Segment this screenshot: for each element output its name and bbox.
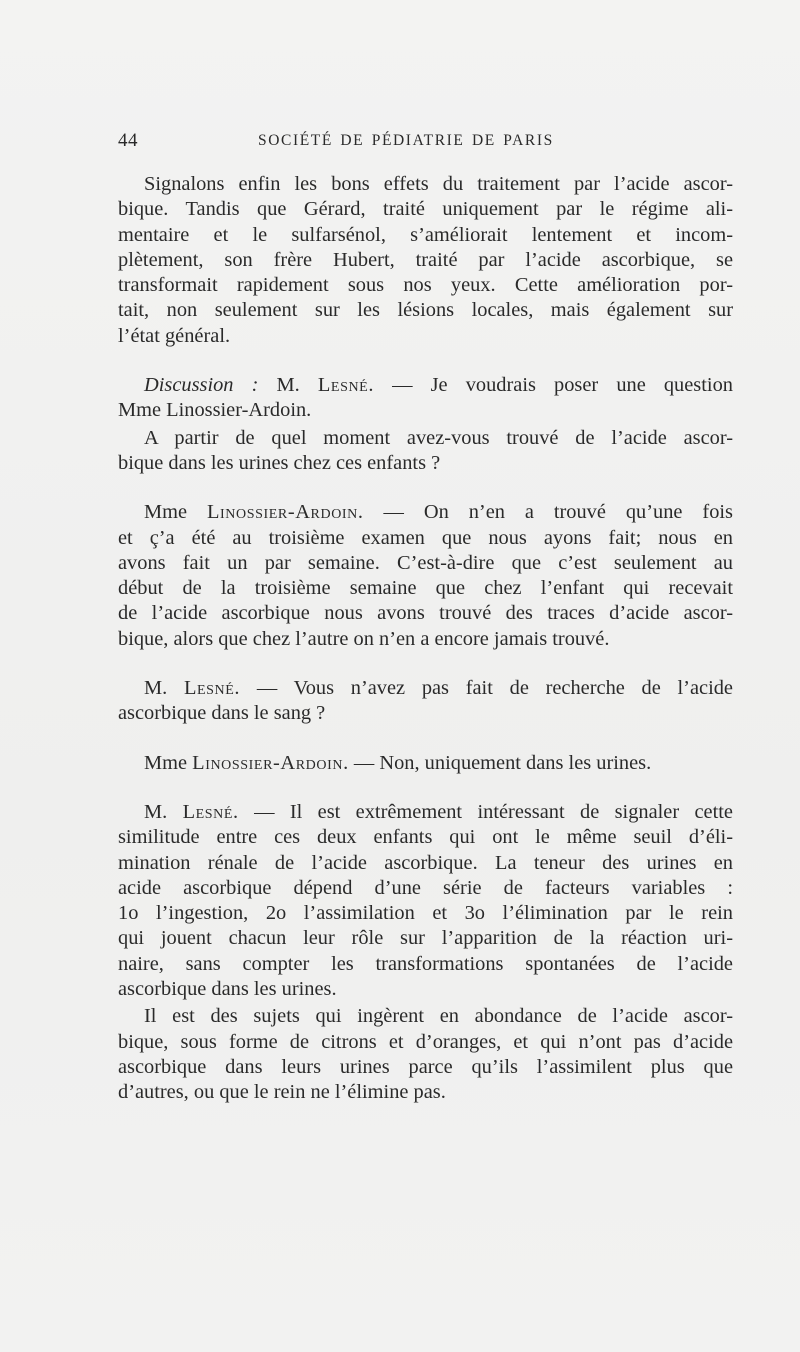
dash: — (254, 800, 275, 823)
speaker-name: Lesné. (317, 374, 375, 397)
text-fragment: Vous n’avez pas fait de recherche de l’acide (293, 677, 733, 700)
text-line: d’autres, ou que le rein ne l’élimine pas. (118, 1081, 446, 1104)
text-line: transformait rapidement sous nos yeux. Cette amélioration por- (118, 274, 733, 297)
text-line: plètement, son frère Hubert, traité par l’acide ascorbique, se (118, 248, 733, 271)
text-line (118, 751, 733, 776)
paragraph-lesne-remarks (118, 800, 733, 1002)
text-line: bique, sous forme de citrons et d’oranges, et qui n’ont pas d’acide (118, 1030, 733, 1053)
paragraph-question (118, 426, 733, 477)
paragraph-linossier-reply (118, 751, 733, 776)
body-text (118, 172, 733, 1106)
paragraph-answer-linossier (118, 500, 733, 652)
text-line: tait, non seulement sur les lésions locales, mais également sur (118, 299, 733, 322)
dash: — (383, 501, 404, 524)
text-line: bique dans les urines chez ces enfants ? (118, 451, 441, 474)
text-fragment: Il est extrêmement intéressant de signaler cette (289, 800, 733, 823)
text-line: début de la troisième semaine que chez l’enfant qui recevait (118, 577, 733, 600)
dash: — (353, 751, 375, 774)
text-line: qui jouent chacun leur rôle sur l’apparition de la réaction uri- (118, 927, 733, 950)
text-line: bique, alors que chez l’autre on n’en a encore jamais trouvé. (118, 627, 610, 650)
speaker-prefix: M. (144, 800, 168, 823)
text-line: Signalons enfin les bons effets du traitement par l’acide ascor- (144, 173, 733, 195)
text-line: 1o l’ingestion, 2o l’assimilation et 3o l’élimination par le rein (118, 902, 733, 925)
text-line: Mme Linossier-Ardoin. (118, 399, 312, 422)
text-line: ascorbique dans le sang ? (118, 702, 326, 725)
text-line: ascorbique dans les urines. (118, 978, 337, 1001)
text-line (118, 800, 733, 825)
speaker-name: Lesné. (182, 800, 239, 823)
text-line: bique. Tandis que Gérard, traité uniquement par le régime ali- (118, 198, 733, 221)
discussion-label: Discussion : (144, 374, 259, 397)
text-line: mentaire et le sulfarsénol, s’améliorait lentement et incom- (118, 223, 733, 246)
speaker-name: Lesné. (183, 677, 241, 700)
speaker-prefix: M. (276, 374, 300, 397)
speaker-name: Linossier-Ardoin. (206, 501, 364, 524)
speaker-prefix: Mme (144, 751, 188, 774)
text-fragment: Je voudrais poser une question (430, 374, 733, 397)
paragraph-treatment-effects (118, 172, 733, 349)
text-line: avons fait un par semaine. C’est-à-dire que c’est seulement au (118, 551, 733, 574)
text-line (118, 373, 733, 398)
text-line (118, 676, 733, 701)
text-fragment: Non, uniquement dans les urines. (379, 751, 652, 774)
text-line: similitude entre ces deux enfants qui ont le même seuil d’éli- (118, 826, 733, 849)
text-line: A partir de quel moment avez-vous trouvé de l’acide ascor- (144, 426, 733, 449)
text-line: acide ascorbique dépend d’une série de facteurs variables : (118, 876, 733, 899)
speaker-name: Linossier-Ardoin. (192, 751, 349, 774)
paragraph-lesne-blood-question (118, 676, 733, 727)
speaker-prefix: Mme (144, 501, 188, 524)
page-number: 44 (118, 130, 138, 151)
paragraph-discussion (118, 373, 733, 424)
text-line: Il est des sujets qui ingèrent en abondance de l’acide ascor- (144, 1005, 733, 1028)
dash: — (392, 374, 413, 397)
text-line: l’état général. (118, 324, 231, 347)
text-line: ascorbique dans leurs urines parce qu’ils l’assimilent plus que (118, 1055, 733, 1078)
page-header (118, 130, 733, 156)
running-head: SOCIÉTÉ DE PÉDIATRIE DE PARIS (258, 132, 554, 149)
speaker-prefix: M. (144, 677, 168, 700)
text-line: mination rénale de l’acide ascorbique. La teneur des urines en (118, 851, 733, 874)
text-line: et ç’a été au troisième examen que nous ayons fait; nous en (118, 526, 733, 549)
text-fragment: On n’en a trouvé qu’une fois (423, 501, 733, 524)
paragraph-assimilation (118, 1004, 733, 1105)
text-line (118, 500, 733, 525)
dash: — (256, 677, 278, 700)
text-line: de l’acide ascorbique nous avons trouvé des traces d’acide ascor- (118, 602, 733, 625)
text-line: naire, sans compter les transformations spontanées de l’acide (118, 952, 733, 975)
